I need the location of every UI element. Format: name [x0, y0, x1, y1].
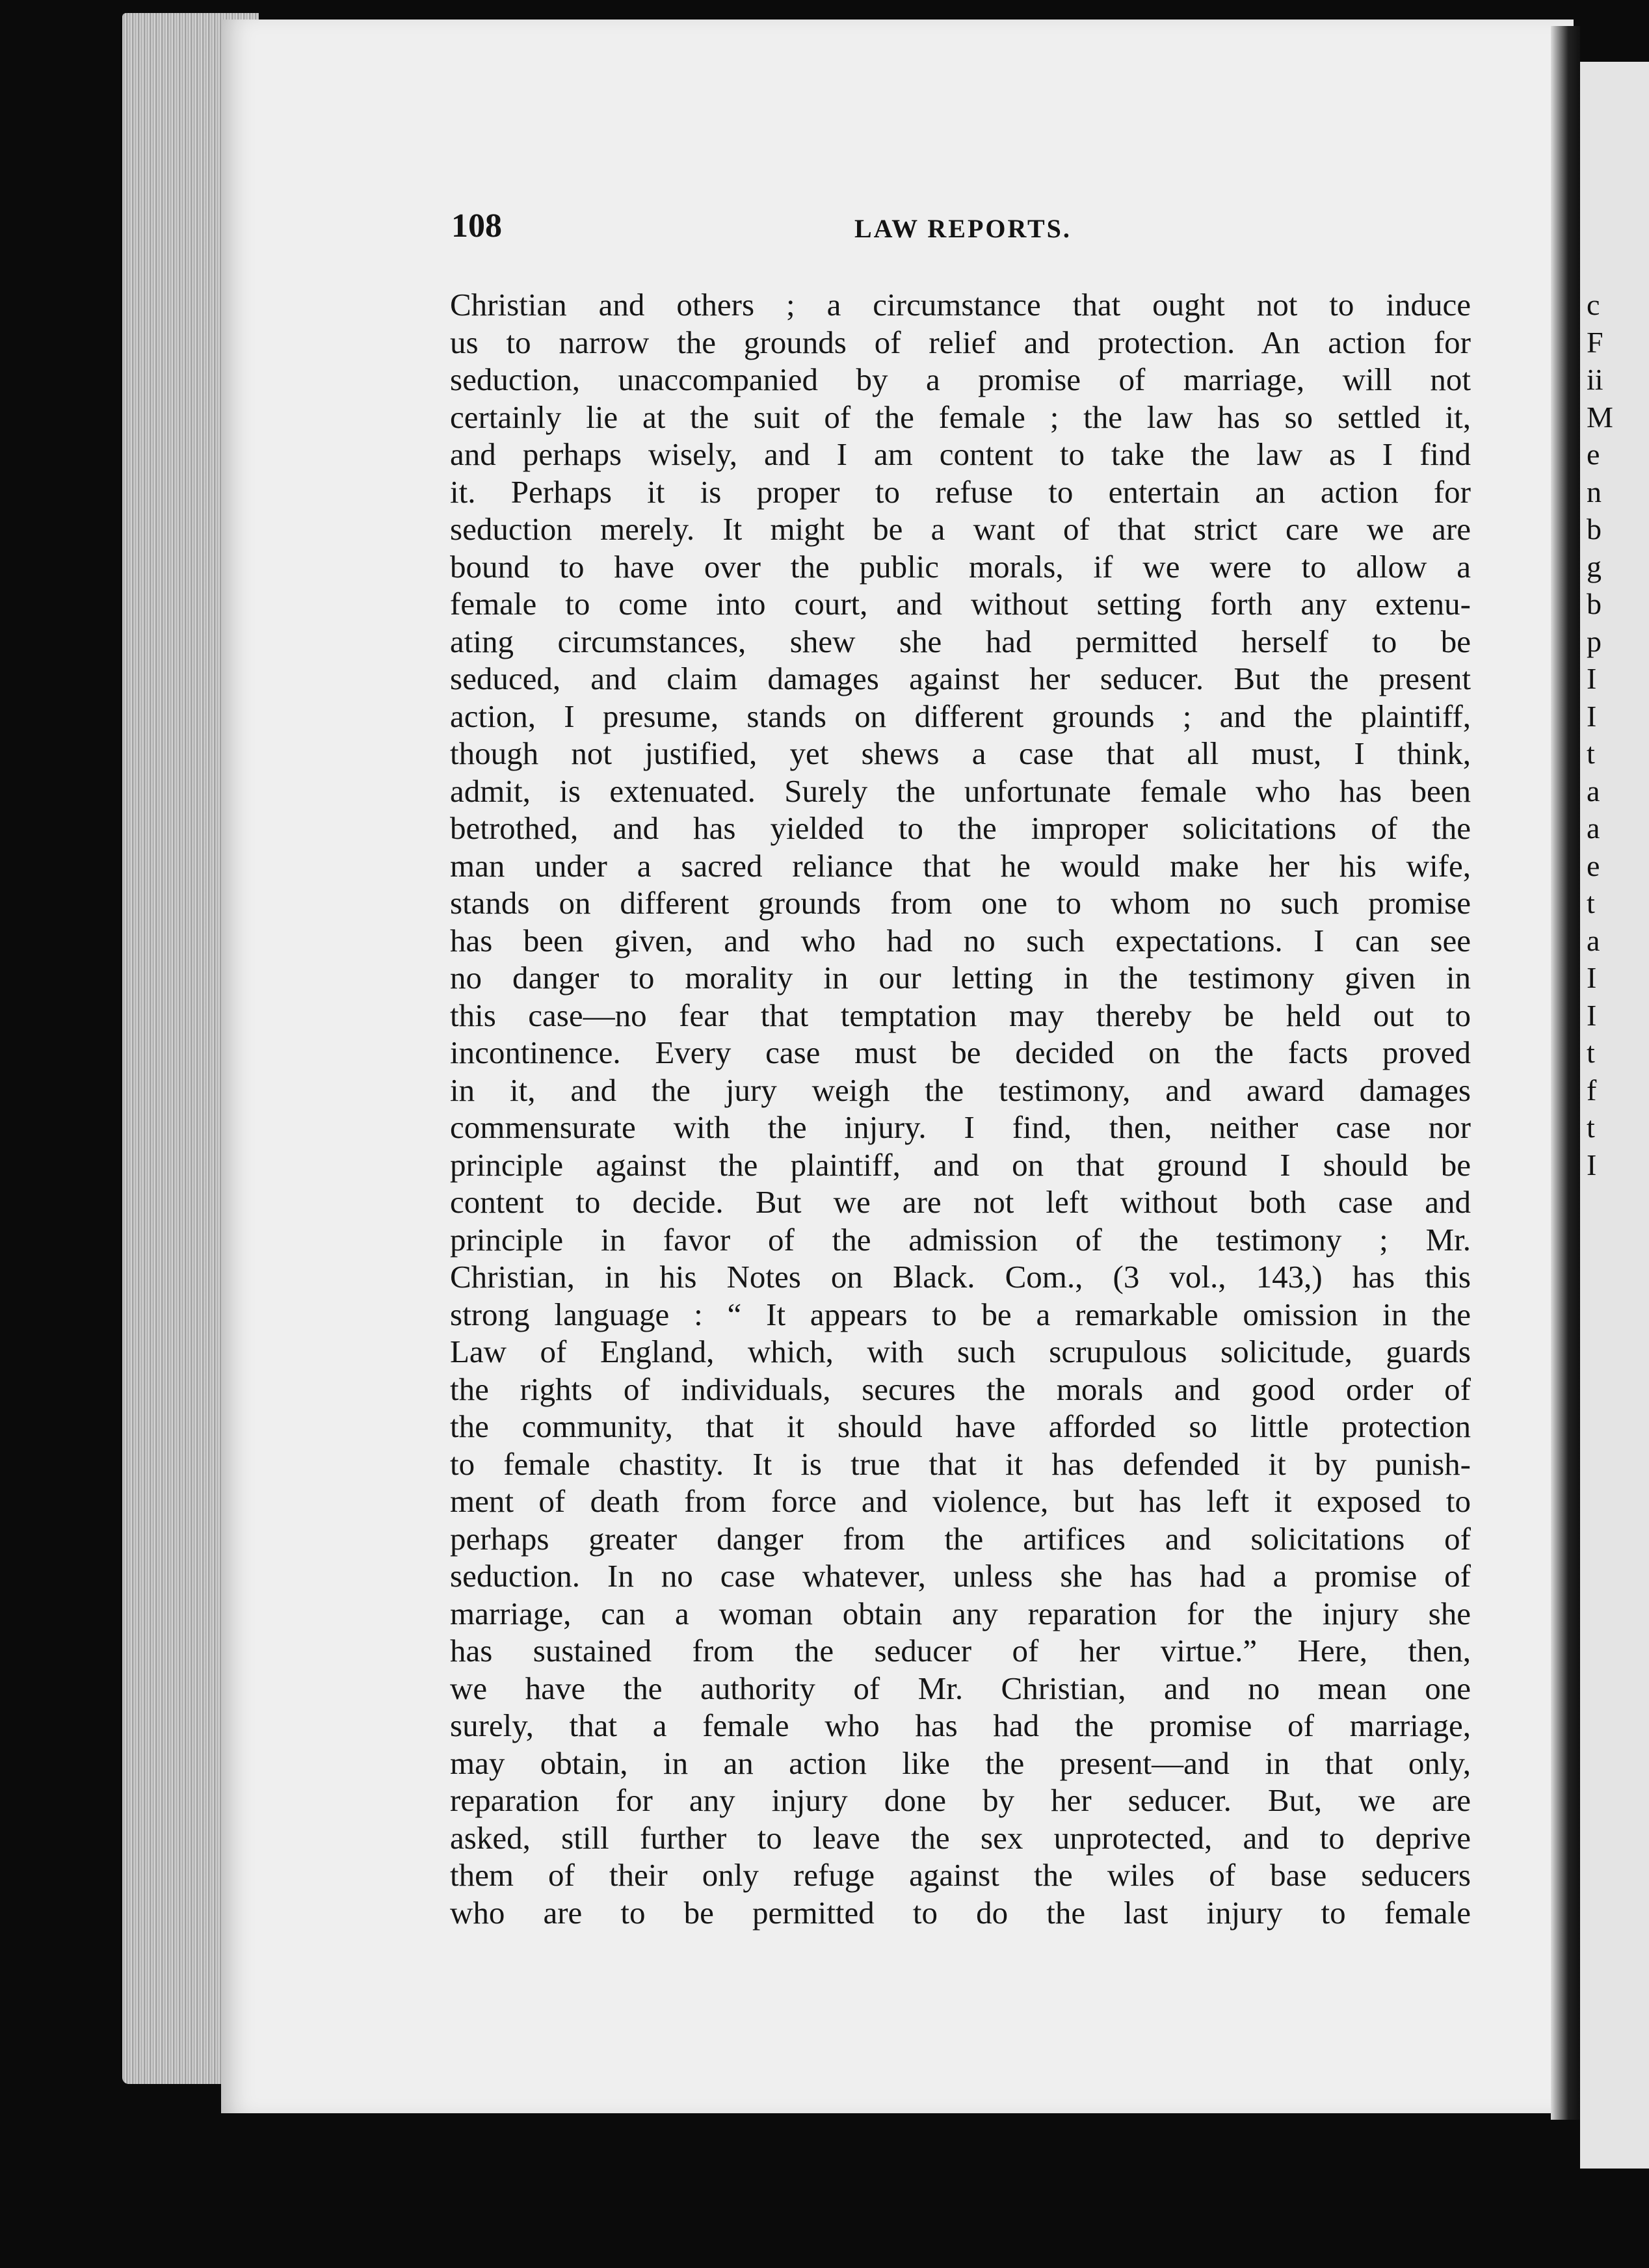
- text-line: may obtain, in an action like the present—and in that only,: [450, 1745, 1471, 1781]
- facing-page-letter: F: [1587, 325, 1603, 359]
- text-line: we have the authority of Mr. Christian, and no mean one: [450, 1670, 1471, 1706]
- text-line: betrothed, and has yielded to the improper solicitations of the: [450, 810, 1471, 846]
- facing-page-letter: c: [1587, 288, 1600, 321]
- text-line: them of their only refuge against the wiles of base seducers: [450, 1857, 1471, 1893]
- facing-page-letter: t: [1587, 1036, 1595, 1069]
- facing-page-letter: M: [1587, 400, 1613, 434]
- text-line: no danger to morality in our letting in the testimony given in: [450, 960, 1471, 996]
- text-line: to female chastity. It is true that it has defended it by punish-: [450, 1445, 1471, 1482]
- text-line: asked, still further to leave the sex unprotected, and to deprive: [450, 1819, 1471, 1856]
- text-line: has sustained from the seducer of her virtue.” Here, then,: [450, 1633, 1471, 1668]
- text-line: female to come into court, and without setting forth any extenu-: [450, 586, 1471, 622]
- text-line: strong language : “ It appears to be a remarkable omission in the: [450, 1296, 1471, 1332]
- text-line: action, I presume, stands on different grounds ; and the plaintiff,: [450, 698, 1471, 734]
- facing-page-letter: n: [1587, 475, 1602, 508]
- text-line: reparation for any injury done by her seducer. But, we are: [450, 1782, 1471, 1818]
- facing-page-letter: t: [1587, 1111, 1595, 1144]
- body-text: [450, 286, 1471, 1931]
- facing-page-letter: g: [1587, 549, 1602, 583]
- text-line: Christian and others ; a circumstance that ought not to induce: [450, 287, 1471, 323]
- facing-page-letter: a: [1587, 811, 1600, 845]
- text-line: ating circumstances, shew she had permitted herself to be: [450, 623, 1471, 659]
- text-line: man under a sacred reliance that he would make her his wife,: [450, 847, 1471, 884]
- running-head: LAW REPORTS.: [854, 214, 1072, 243]
- text-line: principle against the plaintiff, and on that ground I should be: [450, 1146, 1471, 1183]
- text-line: incontinence. Every case must be decided on the facts proved: [450, 1035, 1471, 1070]
- facing-page-letter: e: [1587, 438, 1600, 471]
- text-line: and perhaps wisely, and I am content to take the law as I find: [450, 436, 1471, 472]
- facing-page-letter: I: [1587, 961, 1597, 994]
- text-line: seduced, and claim damages against her seducer. But the present: [450, 661, 1471, 696]
- text-line: Law of England, which, with such scrupulous solicitude, guards: [450, 1334, 1471, 1369]
- facing-page-letter: f: [1587, 1073, 1597, 1107]
- text-line: seduction merely. It might be a want of that strict care we are: [450, 511, 1471, 547]
- facing-page-letter: ii: [1587, 363, 1603, 396]
- facing-page-letter: t: [1587, 886, 1595, 919]
- page-header: [451, 207, 1466, 252]
- facing-page-fragment: [1580, 62, 1649, 2169]
- facing-page-letter: b: [1587, 587, 1602, 620]
- text-line: commensurate with the injury. I find, then, neither case nor: [450, 1109, 1471, 1145]
- text-line: principle in favor of the admission of the testimony ; Mr.: [450, 1221, 1471, 1258]
- text-line: certainly lie at the suit of the female ; the law has so settled it,: [450, 399, 1471, 435]
- text-line: the community, that it should have afforded so little protection: [450, 1408, 1471, 1444]
- book-gutter: [1551, 26, 1580, 2120]
- text-line: seduction, unaccompanied by a promise of marriage, will not: [450, 362, 1471, 397]
- text-line: though not justified, yet shews a case that all must, I think,: [450, 735, 1471, 771]
- page-number: 108: [451, 207, 502, 244]
- text-line: content to decide. But we are not left without both case and: [450, 1184, 1471, 1220]
- facing-page-letter: a: [1587, 923, 1600, 957]
- text-line: us to narrow the grounds of relief and protection. An action for: [450, 324, 1471, 360]
- text-line: who are to be permitted to do the last injury to female: [450, 1894, 1471, 1931]
- text-line: this case—no fear that temptation may thereby be held out to: [450, 997, 1471, 1033]
- facing-page-letter: I: [1587, 998, 1597, 1032]
- facing-page-letter: a: [1587, 774, 1600, 808]
- text-line: the rights of individuals, secures the morals and good order of: [450, 1371, 1471, 1407]
- facing-page-letter: e: [1587, 849, 1600, 882]
- text-line: it. Perhaps it is proper to refuse to entertain an action for: [450, 473, 1471, 510]
- text-line: surely, that a female who has had the promise of marriage,: [450, 1708, 1471, 1743]
- text-line: admit, is extenuated. Surely the unfortunate female who has been: [450, 772, 1471, 809]
- facing-page-letter: I: [1587, 1148, 1597, 1181]
- text-line: marriage, can a woman obtain any reparation for the injury she: [450, 1595, 1471, 1631]
- facing-page-letter: b: [1587, 512, 1602, 546]
- text-line: ment of death from force and violence, but has left it exposed to: [450, 1483, 1471, 1519]
- text-line: bound to have over the public morals, if we were to allow a: [450, 548, 1471, 585]
- facing-page-letter: I: [1587, 662, 1597, 695]
- text-line: perhaps greater danger from the artifices and solicitations of: [450, 1520, 1471, 1557]
- text-line: seduction. In no case whatever, unless she has had a promise of: [450, 1558, 1471, 1594]
- facing-page-letter: I: [1587, 699, 1597, 733]
- text-line: Christian, in his Notes on Black. Com., (3 vol., 143,) has this: [450, 1259, 1471, 1295]
- text-line: in it, and the jury weigh the testimony, and award damages: [450, 1072, 1471, 1108]
- facing-page-letter: p: [1587, 624, 1602, 658]
- text-line: has been given, and who had no such expectations. I can see: [450, 922, 1471, 958]
- facing-page-letter: t: [1587, 737, 1595, 770]
- text-line: stands on different grounds from one to whom no such promise: [450, 885, 1471, 921]
